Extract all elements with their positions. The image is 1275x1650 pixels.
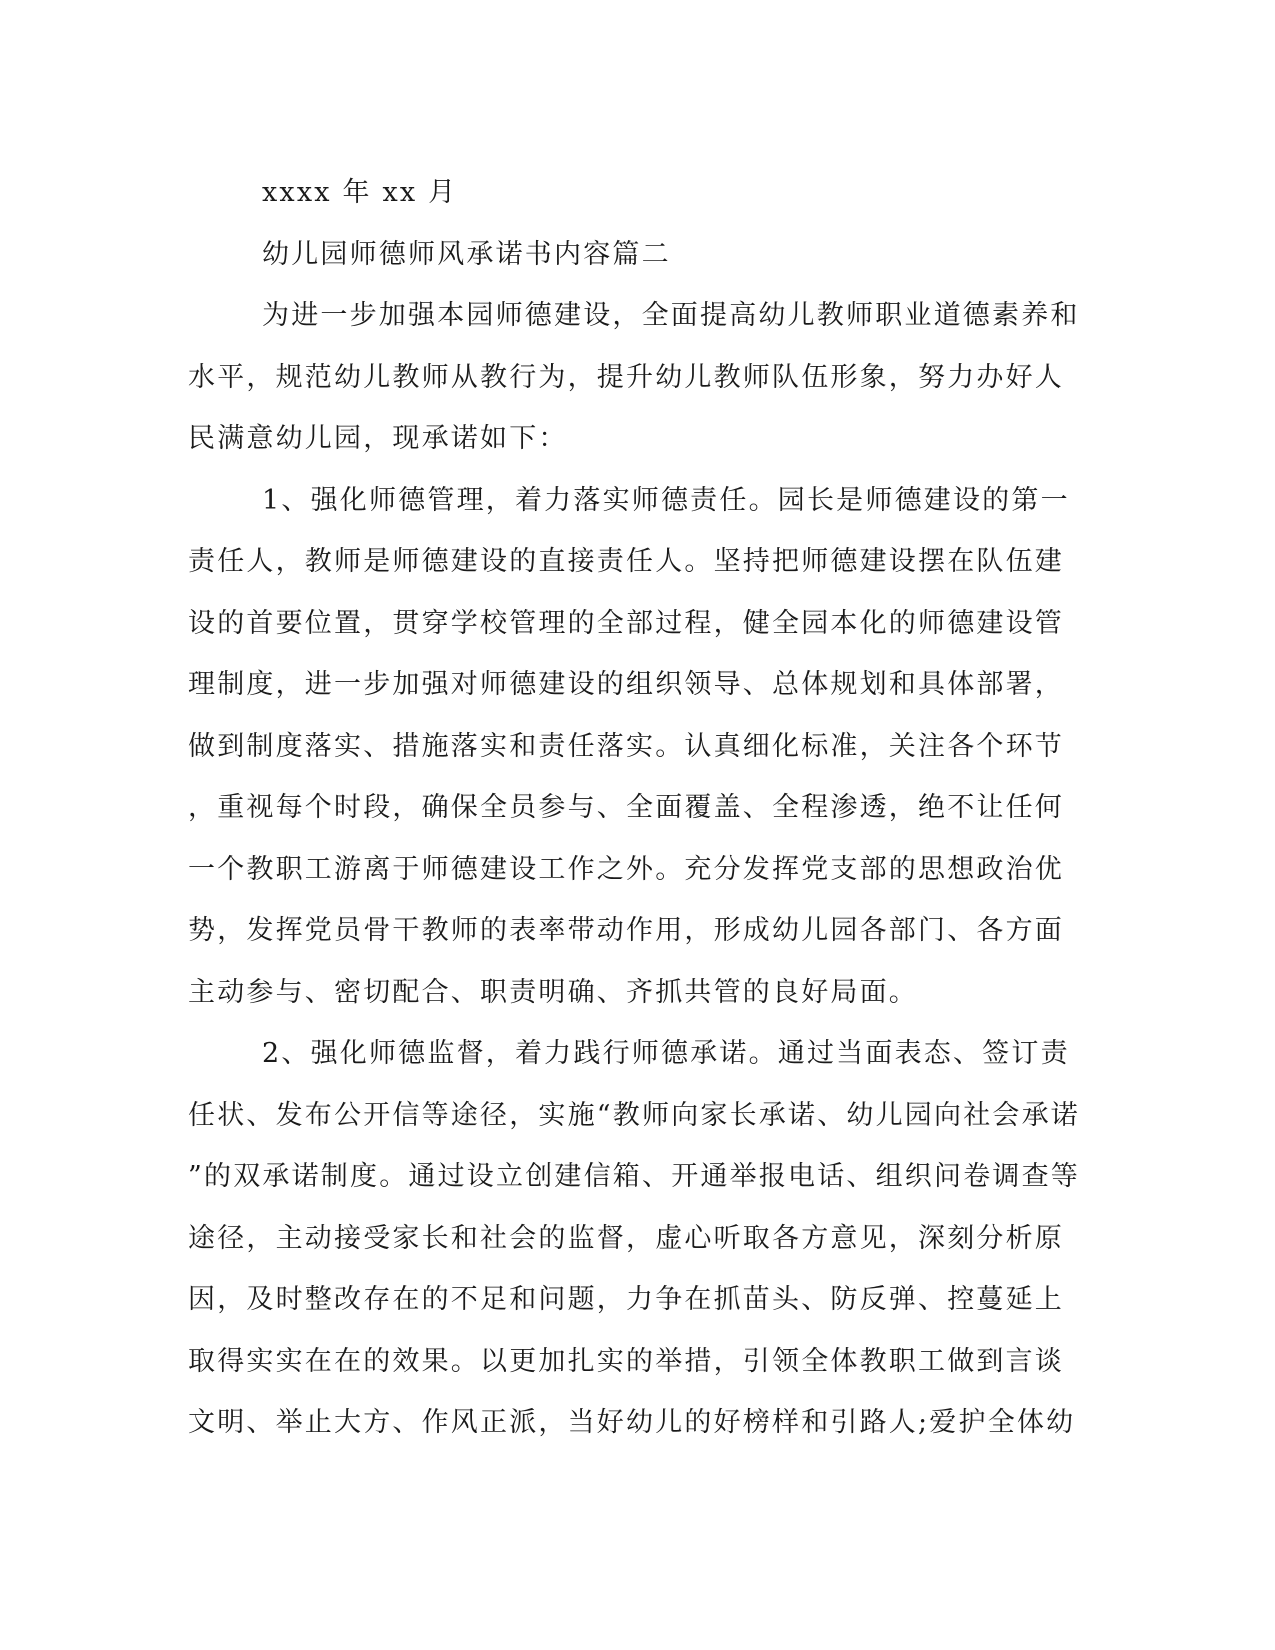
paragraph-line: 途径，主动接受家长和社会的监督，虚心听取各方意见，深刻分析原	[188, 1222, 1064, 1254]
paragraph-line: 为进一步加强本园师德建设，全面提高幼儿教师职业道德素养和	[262, 300, 1080, 331]
paragraph-line: 做到制度落实、措施落实和责任落实。认真细化标准，关注各个环节	[188, 730, 1064, 762]
paragraph-line: 因，及时整改存在的不足和问题，力争在抓苗头、防反弹、控蔓延上	[188, 1284, 1064, 1315]
paragraph-line: 文明、举止大方、作风正派，当好幼儿的好榜样和引路人;爱护全体幼	[188, 1407, 1076, 1438]
paragraph-line: ”的双承诺制度。通过设立创建信箱、开通举报电话、组织问卷调查等	[188, 1161, 1081, 1192]
document-title: 幼儿园师德师风承诺书内容篇二	[262, 238, 671, 270]
paragraph-line: 任状、发布公开信等途径，实施“教师向家长承诺、幼儿园向社会承诺	[188, 1099, 1081, 1131]
paragraph-line: 2、强化师德监督，着力践行师德承诺。通过当面表态、签订责	[262, 1038, 1070, 1069]
date-line: xxxx 年 xx 月	[262, 177, 458, 208]
paragraph-line: 一个教职工游离于师德建设工作之外。充分发挥党支部的思想政治优	[188, 853, 1064, 885]
paragraph-line: 水平，规范幼儿教师从教行为，提升幼儿教师队伍形象，努力办好人	[188, 361, 1064, 393]
paragraph-item-2	[188, 1023, 1088, 1454]
paragraph-line: 设的首要位置，贯穿学校管理的全部过程，健全园本化的师德建设管	[188, 607, 1064, 639]
paragraph-line: 责任人，教师是师德建设的直接责任人。坚持把师德建设摆在队伍建	[188, 546, 1064, 577]
paragraph-line: 主动参与、密切配合、职责明确、齐抓共管的良好局面。	[188, 976, 918, 1008]
document-body	[188, 162, 1088, 1454]
paragraph-line: 民满意幼儿园，现承诺如下：	[188, 423, 568, 454]
paragraph-line: 取得实实在在的效果。以更加扎实的举措，引领全体教职工做到言谈	[188, 1345, 1064, 1377]
paragraph-line: 势，发挥党员骨干教师的表率带动作用，形成幼儿园各部门、各方面	[188, 915, 1064, 946]
paragraph-line: 1、强化师德管理，着力落实师德责任。园长是师德建设的第一	[262, 484, 1070, 516]
paragraph-line: ，重视每个时段，确保全员参与、全面覆盖、全程渗透，绝不让任何	[188, 792, 1064, 823]
paragraph-item-1	[188, 470, 1088, 1024]
paragraph-intro	[188, 285, 1088, 470]
paragraph-line: 理制度，进一步加强对师德建设的组织领导、总体规划和具体部署，	[188, 669, 1064, 700]
